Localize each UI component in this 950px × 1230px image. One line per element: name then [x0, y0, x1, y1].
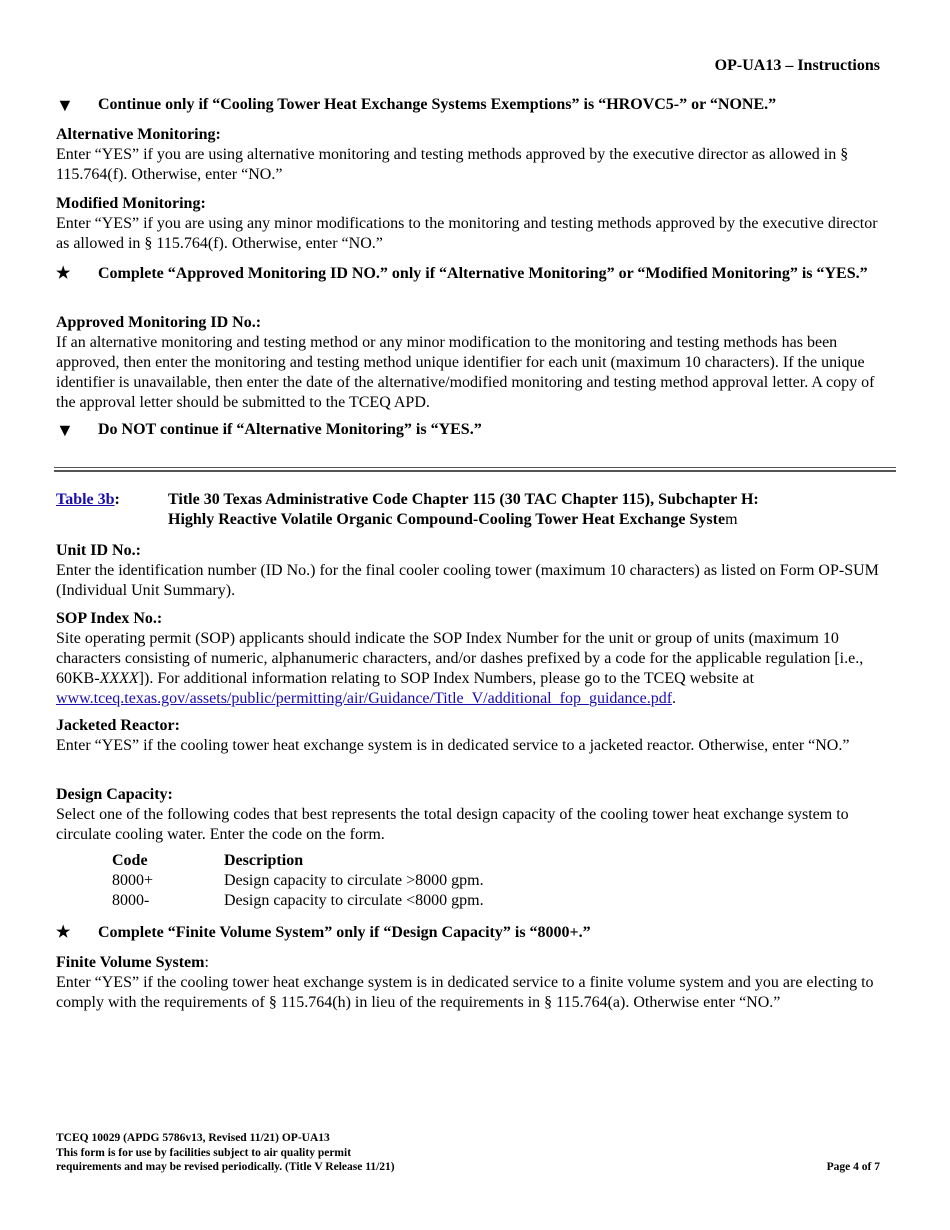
- table-title: [56, 490, 894, 530]
- section-body: Enter the identification number (ID No.) for the final cooler cooling tower (maximum 10 characters) as listed on Form OP-SUM (Individual Unit Summary).: [56, 562, 879, 599]
- section-finite-volume-system: [56, 953, 894, 1013]
- section-heading: Finite Volume System:: [56, 954, 209, 971]
- table-row: 8000- Design capacity to circulate <8000 gpm.: [112, 892, 484, 909]
- note-text: Complete “Finite Volume System” only if “Design Capacity” is “8000+.”: [98, 924, 591, 941]
- section-approved-monitoring-id: [56, 313, 894, 413]
- section-design-capacity: [56, 785, 894, 845]
- star-icon: ★: [56, 924, 71, 941]
- section-body: Enter “YES” if the cooling tower heat exchange system is in dedicated service to a jacketed reactor. Otherwise, enter “NO.”: [56, 737, 850, 754]
- table-row: 8000+ Design capacity to circulate >8000 gpm.: [112, 872, 484, 889]
- section-body: If an alternative monitoring and testing method or any minor modification to the monitoring and testing methods has been approved, then enter the monitoring and testing method unique identifier for each unit (maximum 10 characters). If the unique identifier is unavailable, then enter the date of the alternative/modified monitoring and testing method approval letter. A copy of the approval letter should be submitted to the TCEQ APD.: [56, 334, 875, 411]
- tceq-guidance-link[interactable]: www.tceq.texas.gov/assets/public/permitting/air/Guidance/Title_V/additional_fop_guidance.pdf: [56, 690, 673, 707]
- section-heading: Design Capacity:: [56, 786, 173, 803]
- section-heading: Approved Monitoring ID No.:: [56, 314, 262, 331]
- section-heading: SOP Index No.:: [56, 610, 163, 627]
- code-table-header: Code Description: [112, 852, 304, 869]
- instruction-note-do-not-continue: [56, 420, 894, 440]
- table-label: Table 3b:: [56, 491, 120, 508]
- star-icon: ★: [56, 265, 71, 282]
- section-heading: Alternative Monitoring:: [56, 126, 221, 143]
- document-page: [56, 0, 894, 1230]
- section-heading: Modified Monitoring:: [56, 195, 206, 212]
- page-header-title: OP-UA13 – Instructions: [714, 57, 880, 74]
- note-text: Do NOT continue if “Alternative Monitoring” is “YES.”: [98, 421, 482, 438]
- section-divider: [54, 467, 896, 472]
- footer-notice-line: requirements and may be revised periodically. (Title V Release 11/21): [56, 1161, 395, 1173]
- section-body: Site operating permit (SOP) applicants should indicate the SOP Index Number for the unit or group of units (maximum 10 characters consisting of numeric, alphanumeric characters, and/or dashes prefixed by a code for the applicable regulation [i.e., 60KB-XXXX]). For additional information relating to SOP Index Numbers, please go to the TCEQ website at www.tceq.texas.gov/assets/public/permitting/air/Guidance/Title_V/additional_fop_guidance.pdf.: [56, 630, 864, 707]
- section-body: Enter “YES” if you are using alternative monitoring and testing methods approved by the executive director as allowed in § 115.764(f). Otherwise, enter “NO.”: [56, 146, 849, 183]
- down-triangle-icon: ▼: [56, 95, 74, 115]
- section-body: Select one of the following codes that best represents the total design capacity of the cooling tower heat exchange system to circulate cooling water. Enter the code on the form.: [56, 806, 849, 843]
- page-number: Page 4 of 7: [826, 1161, 880, 1173]
- design-capacity-code-table: [112, 851, 484, 911]
- note-text: Continue only if “Cooling Tower Heat Exchange Systems Exemptions” is “HROVC5-” or “NONE.”: [98, 96, 777, 113]
- footer-form-id: TCEQ 10029 (APDG 5786v13, Revised 11/21) OP-UA13: [56, 1132, 330, 1144]
- table-3b-link[interactable]: Table 3b: [56, 491, 115, 508]
- section-heading: Unit ID No.:: [56, 542, 141, 559]
- instruction-note-approved-id: [56, 264, 894, 284]
- section-body: Enter “YES” if you are using any minor modifications to the monitoring and testing methods approved by the executive director as allowed in § 115.764(f). Otherwise, enter “NO.”: [56, 215, 878, 252]
- section-heading: Jacketed Reactor:: [56, 717, 180, 734]
- instruction-note-finite-volume: [56, 923, 894, 943]
- section-jacketed-reactor: [56, 716, 894, 756]
- section-alternative-monitoring: [56, 125, 894, 185]
- section-sop-index: [56, 609, 894, 709]
- footer-notice-line: This form is for use by facilities subject to air quality permit: [56, 1146, 352, 1159]
- note-text: Complete “Approved Monitoring ID NO.” only if “Alternative Monitoring” or “Modified Monitoring” is “YES.”: [98, 265, 868, 282]
- table-title-text: Title 30 Texas Administrative Code Chapter 115 (30 TAC Chapter 115), Subchapter H: Highly Reactive Volatile Organic Compound-Cooling Tower Heat Exchange System: [168, 491, 759, 528]
- section-modified-monitoring: [56, 194, 894, 254]
- section-body: Enter “YES” if the cooling tower heat exchange system is in dedicated service to a finite volume system and you are electing to comply with the requirements of § 115.764(h) in lieu of the requirements in § 115.764(a). Otherwise enter “NO.”: [56, 974, 874, 1011]
- down-triangle-icon: ▼: [56, 420, 74, 440]
- section-unit-id: [56, 541, 894, 601]
- instruction-note-continue: [56, 95, 894, 115]
- page-footer: [56, 1131, 880, 1175]
